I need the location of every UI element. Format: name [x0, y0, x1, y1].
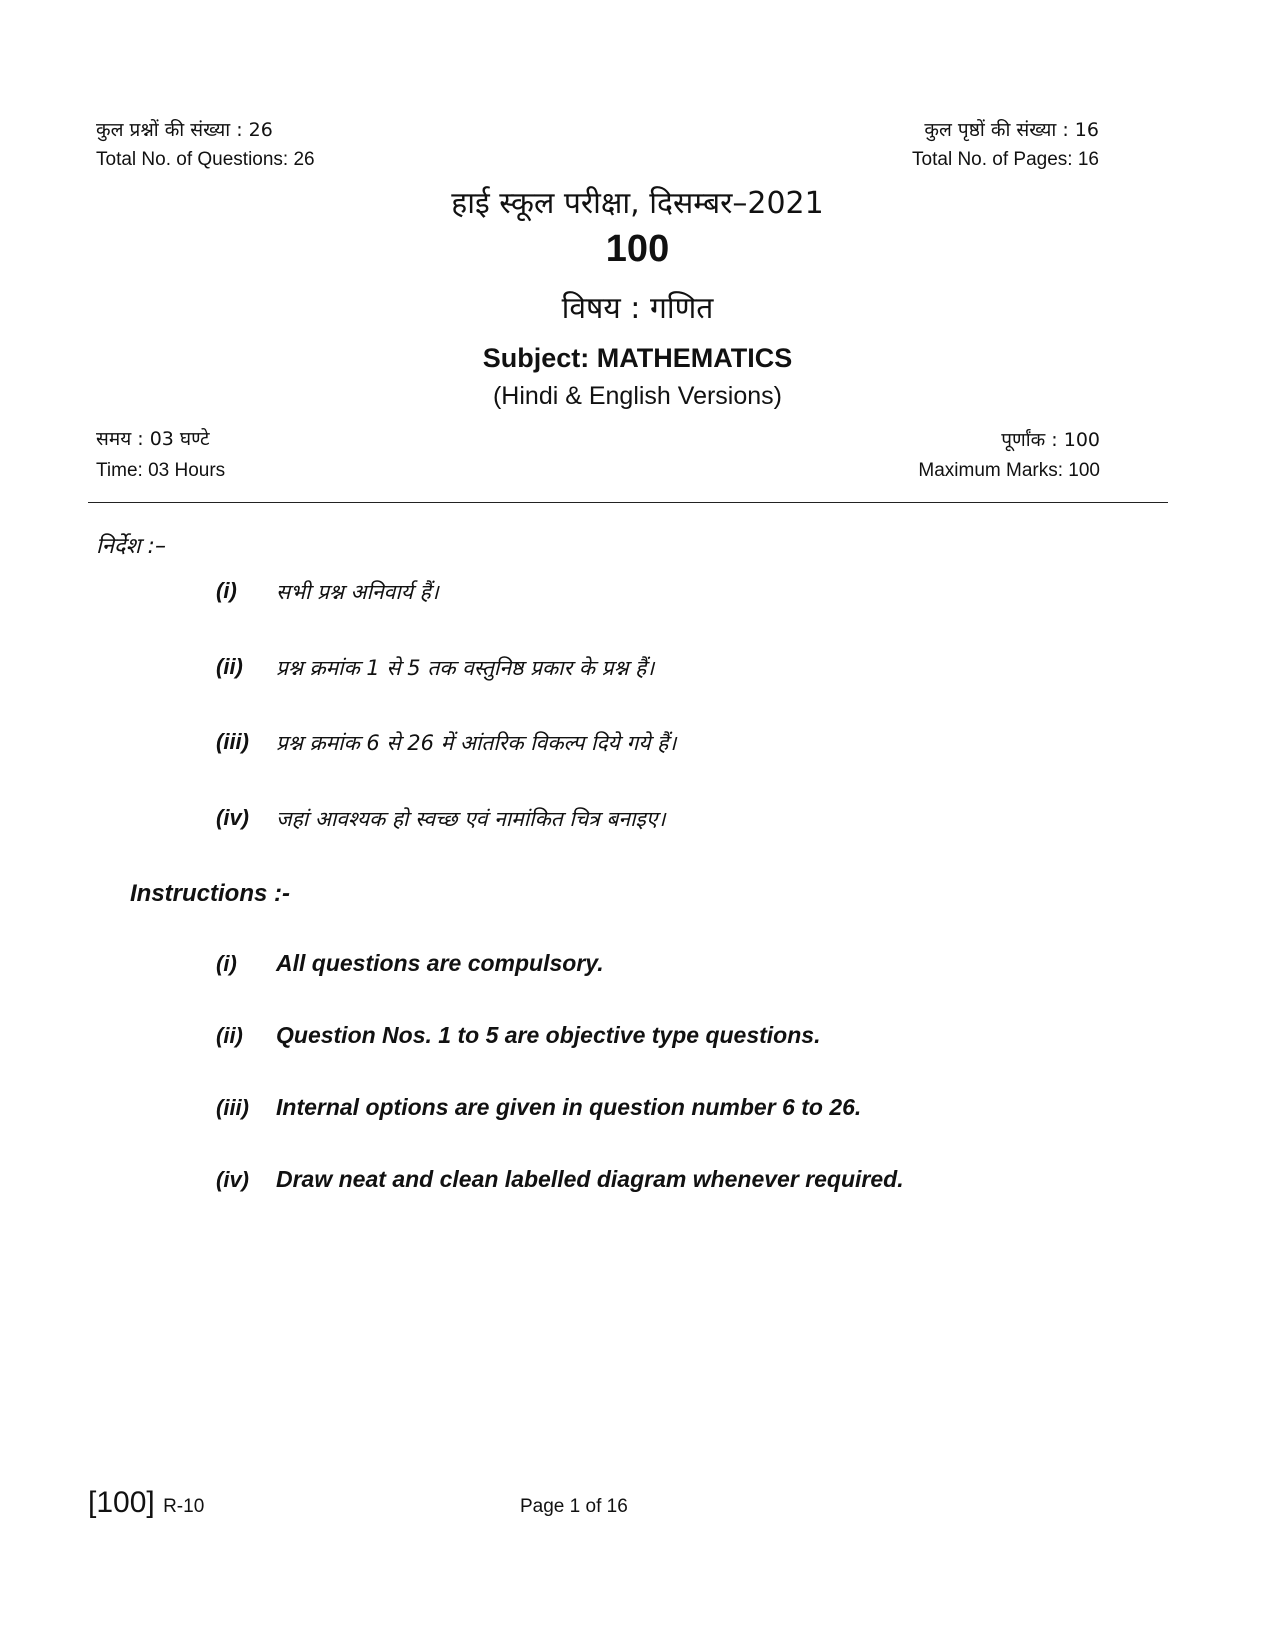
- instruction-hi-text: प्रश्न क्रमांक 1 से 5 तक वस्तुनिष्ठ प्रकार के प्रश्न हैं।: [276, 656, 655, 680]
- exam-title: हाई स्कूल परीक्षा, दिसम्बर–2021: [451, 186, 824, 221]
- instruction-hi-num: (iii): [216, 729, 249, 754]
- instruction-hi-text: सभी प्रश्न अनिवार्य हैं।: [276, 580, 439, 604]
- page-number: Page 1 of 16: [520, 1496, 628, 1517]
- subject-title-hi: विषय : गणित: [561, 291, 714, 326]
- total-pages-en: Total No. of Pages: 16: [912, 149, 1099, 170]
- total-questions-hi: कुल प्रश्नों की संख्या : 26: [96, 119, 273, 141]
- header-divider: [88, 502, 1168, 503]
- paper-code: 100: [605, 228, 670, 270]
- instruction-en-text: Draw neat and clean labelled diagram whenever required.: [276, 1166, 904, 1192]
- instruction-hi-num: (i): [216, 578, 237, 603]
- instruction-en-num: (i): [216, 951, 237, 976]
- instruction-en-text: Question Nos. 1 to 5 are objective type questions.: [276, 1022, 821, 1048]
- instruction-en-text: Internal options are given in question number 6 to 26.: [276, 1094, 862, 1120]
- footer-series: R-10: [163, 1496, 205, 1517]
- instructions-heading-hi: निर्देश :–: [96, 534, 166, 559]
- instruction-en-num: (iii): [216, 1095, 249, 1120]
- time-hi: समय : 03 घण्टे: [96, 428, 210, 450]
- instruction-hi-text: प्रश्न क्रमांक 6 से 26 में आंतरिक विकल्प दिये गये हैं।: [276, 731, 677, 755]
- total-pages-hi: कुल पृष्ठों की संख्या : 16: [924, 119, 1099, 141]
- instruction-en-num: (ii): [216, 1023, 243, 1048]
- subject-title-en: Subject: MATHEMATICS: [482, 343, 793, 373]
- footer-code: [100]: [88, 1486, 155, 1519]
- total-questions-en: Total No. of Questions: 26: [96, 149, 315, 170]
- instruction-hi-text: जहां आवश्यक हो स्वच्छ एवं नामांकित चित्र बनाइए।: [276, 807, 666, 831]
- max-marks-hi: पूर्णांक : 100: [1001, 429, 1100, 451]
- footer-paper-code: [88, 1486, 204, 1520]
- instructions-heading-en: Instructions :-: [130, 880, 290, 907]
- time-en: Time: 03 Hours: [96, 460, 226, 481]
- versions-note: (Hindi & English Versions): [492, 382, 782, 410]
- instruction-en-num: (iv): [216, 1167, 249, 1192]
- instruction-en-text: All questions are compulsory.: [276, 950, 604, 976]
- instruction-hi-num: (ii): [216, 654, 243, 679]
- instruction-hi-num: (iv): [216, 805, 249, 830]
- max-marks-en: Maximum Marks: 100: [918, 460, 1100, 481]
